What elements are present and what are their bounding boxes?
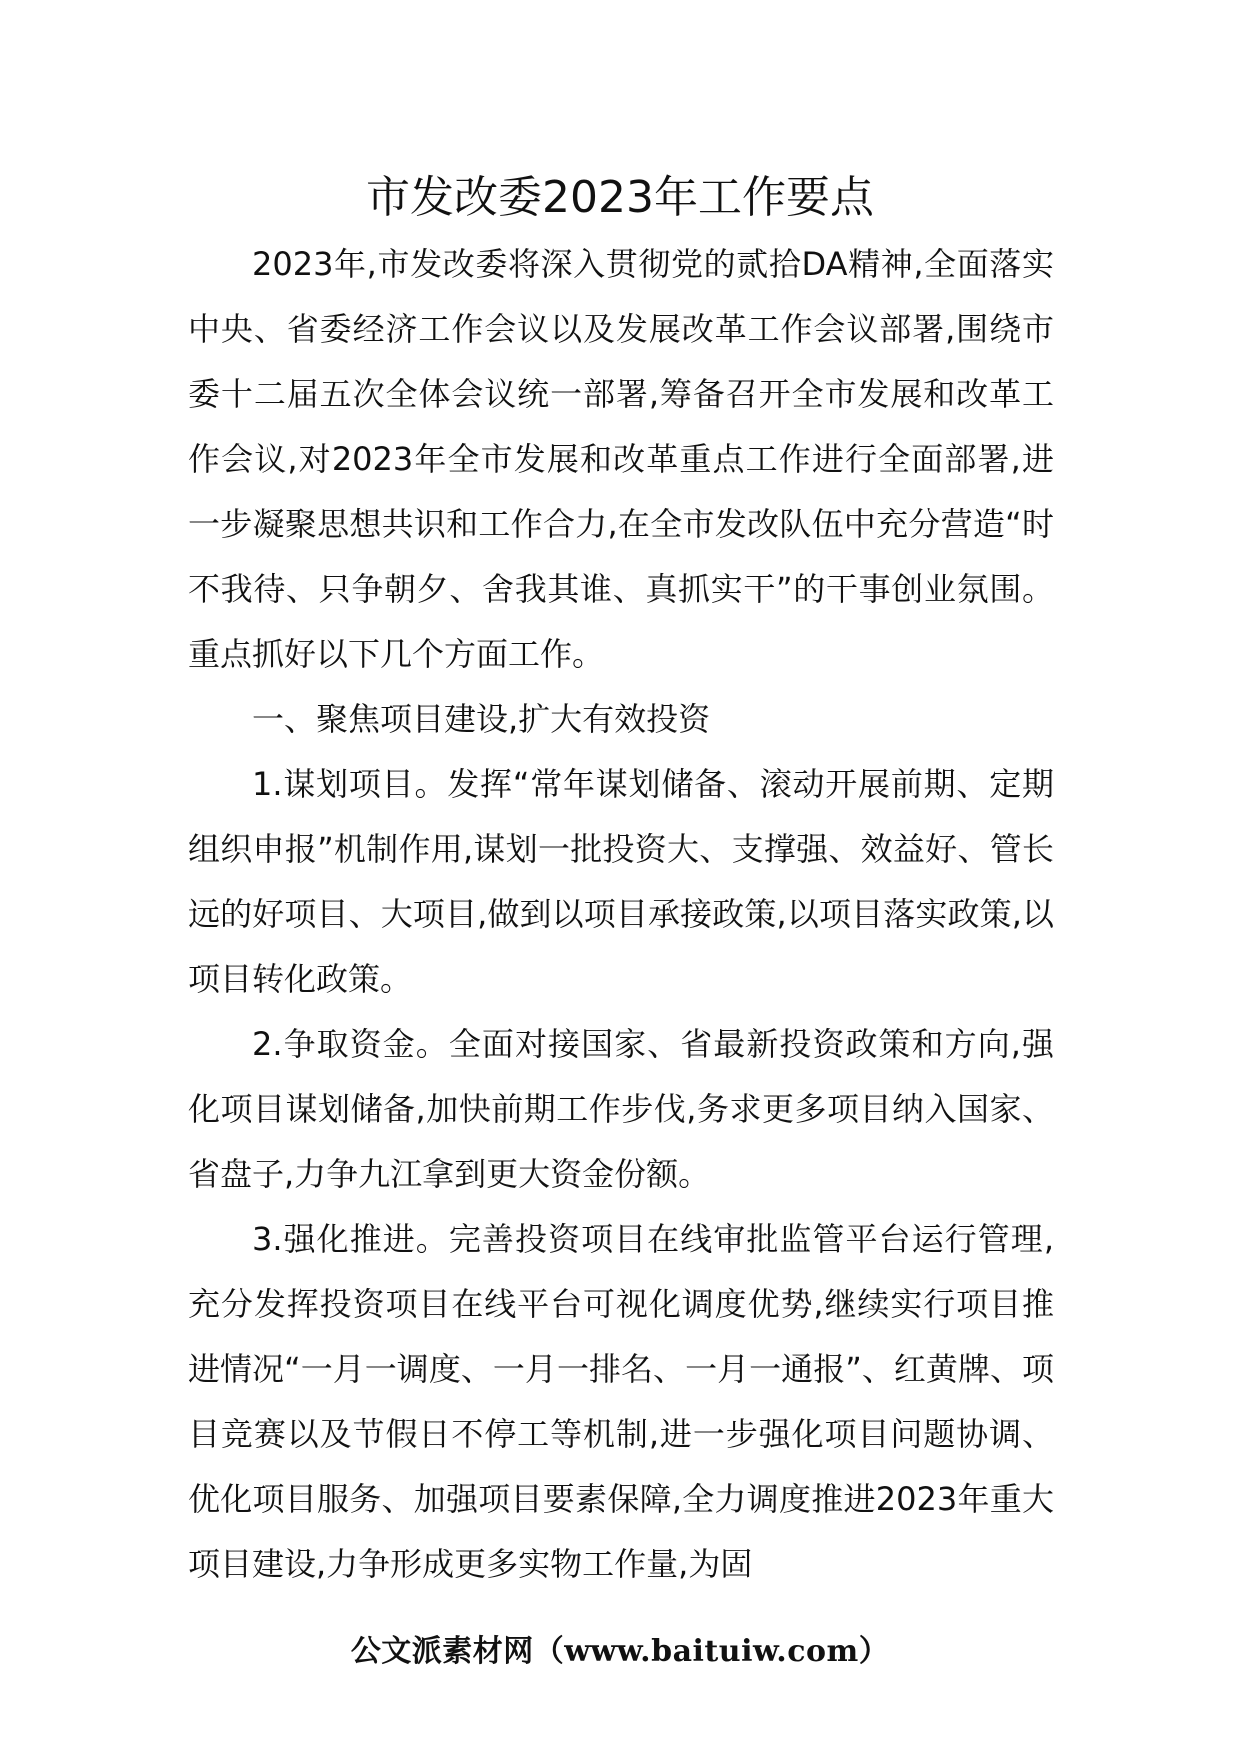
item-paragraph-1: 1.谋划项目。发挥“常年谋划储备、滚动开展前期、定期组织申报”机制作用,谋划一批投资大、支撑强、效益好、管长远的好项目、大项目,做到以项目承接政策,以项目落实政策,以项目转化政策。 — [188, 765, 1054, 998]
item-paragraph-2: 2.争取资金。全面对接国家、省最新投资政策和方向,强化项目谋划储备,加快前期工作步伐,务求更多项目纳入国家、省盘子,力争九江拿到更大资金份额。 — [188, 1025, 1054, 1193]
item-paragraph-3: 3.强化推进。完善投资项目在线审批监管平台运行管理,充分发挥投资项目在线平台可视化调度优势,继续实行项目推进情况“一月一调度、一月一排名、一月一通报”、红黄牌、项目竞赛以及节假日不停工等机制,进一步强化项目问题协调、优化项目服务、加强项目要素保障,全力调度推进2023年重大项目建设,力争形成更多实物工作量,为固 — [188, 1220, 1054, 1583]
document-body — [188, 232, 1054, 1597]
footer-watermark: 公文派素材网（www.baituiw.com） — [350, 1634, 890, 1669]
intro-paragraph: 2023年,市发改委将深入贯彻党的贰拾DA精神,全面落实中央、省委经济工作会议以及发展改革工作会议部署,围绕市委十二届五次全体会议统一部署,筹备召开全市发展和改革工作会议,对2023年全市发展和改革重点工作进行全面部署,进一步凝聚思想共识和工作合力,在全市发改队伍中充分营造“时不我待、只争朝夕、舍我其谁、真抓实干”的干事创业氛围。重点抓好以下几个方面工作。 — [188, 245, 1054, 673]
section-heading-1: 一、聚焦项目建设,扩大有效投资 — [252, 700, 711, 738]
document-title: 市发改委2023年工作要点 — [366, 172, 874, 223]
